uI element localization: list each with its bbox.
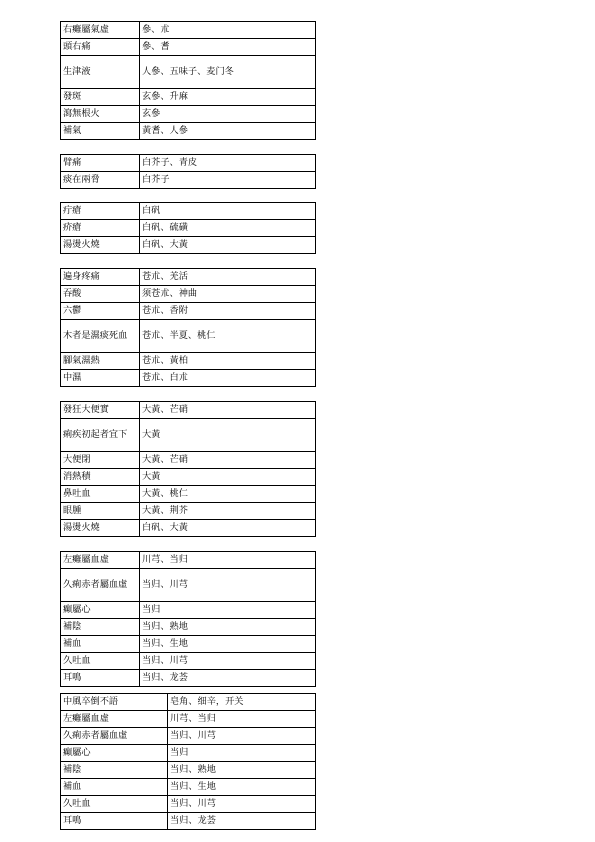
- condition-cell: 右癱屬氣虛: [61, 22, 140, 39]
- condition-cell: 湯燙火燒: [61, 237, 140, 254]
- herbs-cell: 当归、川芎: [140, 653, 316, 670]
- herb-table-6: [60, 551, 316, 687]
- herbs-cell: 当归、熟地: [168, 762, 316, 779]
- table-row: [61, 569, 316, 602]
- table-row: [61, 123, 316, 140]
- condition-cell: 疥瘡: [61, 220, 140, 237]
- herbs-cell: 当归、熟地: [140, 619, 316, 636]
- herbs-cell: 川芎、当归: [168, 711, 316, 728]
- table-row: [61, 796, 316, 813]
- condition-cell: 腳氣濕熱: [61, 353, 140, 370]
- table-row: [61, 269, 316, 286]
- condition-cell: 大便閉: [61, 452, 140, 469]
- condition-cell: 中濕: [61, 370, 140, 387]
- herb-table-4: [60, 268, 316, 387]
- herb-table-1: [60, 21, 316, 140]
- herbs-cell: 当归: [140, 602, 316, 619]
- table-row: [61, 486, 316, 503]
- table-row: [61, 419, 316, 452]
- condition-cell: 痢疾初起者宜下: [61, 419, 140, 452]
- table-row: [61, 728, 316, 745]
- table-row: [61, 220, 316, 237]
- table-row: [61, 653, 316, 670]
- herbs-cell: 參、耆: [140, 39, 316, 56]
- herbs-cell: 皂角、细辛，开关: [168, 694, 316, 711]
- condition-cell: 中風卒倒不語: [61, 694, 168, 711]
- condition-cell: 瀉無根火: [61, 106, 140, 123]
- table-row: [61, 320, 316, 353]
- herbs-cell: 当归、川芎: [168, 796, 316, 813]
- condition-cell: 耳鳴: [61, 670, 140, 687]
- herbs-cell: 白芥子、青皮: [140, 155, 316, 172]
- herbs-cell: 当归、生地: [140, 636, 316, 653]
- herbs-cell: 白矾、硫磺: [140, 220, 316, 237]
- table-row: [61, 402, 316, 419]
- herbs-cell: 大黃、芒硝: [140, 402, 316, 419]
- table-row: [61, 56, 316, 89]
- herbs-cell: 苍朮、香附: [140, 303, 316, 320]
- table-row: [61, 602, 316, 619]
- condition-cell: 久吐血: [61, 653, 140, 670]
- condition-cell: 眼腫: [61, 503, 140, 520]
- herbs-cell: 川芎、当归: [140, 552, 316, 569]
- herbs-cell: 当归、川芎: [140, 569, 316, 602]
- table-row: [61, 89, 316, 106]
- herbs-cell: 參、朮: [140, 22, 316, 39]
- herbs-cell: 当归: [168, 745, 316, 762]
- table-row: [61, 711, 316, 728]
- table-row: [61, 353, 316, 370]
- condition-cell: 發狂大便實: [61, 402, 140, 419]
- condition-cell: 久吐血: [61, 796, 168, 813]
- condition-cell: 耳鳴: [61, 813, 168, 830]
- condition-cell: 補陰: [61, 762, 168, 779]
- herbs-cell: 苍朮、黃柏: [140, 353, 316, 370]
- herbs-cell: 白矾、大黃: [140, 520, 316, 537]
- herbs-cell: 大黃、芒硝: [140, 452, 316, 469]
- herbs-cell: 苍朮、羌活: [140, 269, 316, 286]
- herbs-cell: 当归、龙荟: [140, 670, 316, 687]
- table-row: [61, 286, 316, 303]
- table-row: [61, 520, 316, 537]
- condition-cell: 頭右痛: [61, 39, 140, 56]
- herbs-cell: 白矾: [140, 203, 316, 220]
- table-row: [61, 619, 316, 636]
- herbs-cell: 玄參、升麻: [140, 89, 316, 106]
- herbs-cell: 白芥子: [140, 172, 316, 189]
- table-row: [61, 203, 316, 220]
- table-row: [61, 552, 316, 569]
- condition-cell: 左癱屬血虛: [61, 711, 168, 728]
- condition-cell: 癲屬心: [61, 745, 168, 762]
- herbs-cell: 须苍朮、神曲: [140, 286, 316, 303]
- condition-cell: 消熱積: [61, 469, 140, 486]
- table-row: [61, 779, 316, 796]
- herbs-cell: 大黃: [140, 469, 316, 486]
- condition-cell: 補氣: [61, 123, 140, 140]
- herbs-cell: 大黃、荆芥: [140, 503, 316, 520]
- table-row: [61, 745, 316, 762]
- condition-cell: 生津液: [61, 56, 140, 89]
- table-row: [61, 22, 316, 39]
- table-row: [61, 370, 316, 387]
- condition-cell: 痰在兩脅: [61, 172, 140, 189]
- herb-table-2: [60, 154, 316, 189]
- condition-cell: 久痢赤者屬血虛: [61, 728, 168, 745]
- condition-cell: 左癱屬血虛: [61, 552, 140, 569]
- table-row: [61, 694, 316, 711]
- condition-cell: 癲屬心: [61, 602, 140, 619]
- herbs-cell: 苍朮、白朮: [140, 370, 316, 387]
- table-row: [61, 452, 316, 469]
- herbs-cell: 黃耆、人參: [140, 123, 316, 140]
- herbs-cell: 人參、五味子、麦门冬: [140, 56, 316, 89]
- condition-cell: 久痢赤者屬血虛: [61, 569, 140, 602]
- table-row: [61, 303, 316, 320]
- herbs-cell: 大黃: [140, 419, 316, 452]
- herbs-cell: 玄參: [140, 106, 316, 123]
- table-row: [61, 237, 316, 254]
- herbs-cell: 大黃、桃仁: [140, 486, 316, 503]
- condition-cell: 補血: [61, 779, 168, 796]
- table-row: [61, 636, 316, 653]
- herbs-cell: 当归、川芎: [168, 728, 316, 745]
- herb-table-3: [60, 202, 316, 254]
- herbs-cell: 当归、龙荟: [168, 813, 316, 830]
- table-row: [61, 39, 316, 56]
- condition-cell: 湯燙火燒: [61, 520, 140, 537]
- condition-cell: 遍身疼痛: [61, 269, 140, 286]
- condition-cell: 補血: [61, 636, 140, 653]
- condition-cell: 補陰: [61, 619, 140, 636]
- herbs-cell: 白矾、大黃: [140, 237, 316, 254]
- herbs-cell: 当归、生地: [168, 779, 316, 796]
- condition-cell: 六鬱: [61, 303, 140, 320]
- condition-cell: 疔瘡: [61, 203, 140, 220]
- table-row: [61, 813, 316, 830]
- condition-cell: 鼻吐血: [61, 486, 140, 503]
- condition-cell: 吞酸: [61, 286, 140, 303]
- table-row: [61, 172, 316, 189]
- herb-table-5: [60, 401, 316, 537]
- table-row: [61, 155, 316, 172]
- table-row: [61, 762, 316, 779]
- condition-cell: 發斑: [61, 89, 140, 106]
- herbs-cell: 苍朮、半夏、桃仁: [140, 320, 316, 353]
- condition-cell: 臂痛: [61, 155, 140, 172]
- table-row: [61, 106, 316, 123]
- table-row: [61, 503, 316, 520]
- table-row: [61, 670, 316, 687]
- condition-cell: 木者是濕痰死血: [61, 320, 140, 353]
- herb-table-7: [60, 693, 316, 830]
- table-row: [61, 469, 316, 486]
